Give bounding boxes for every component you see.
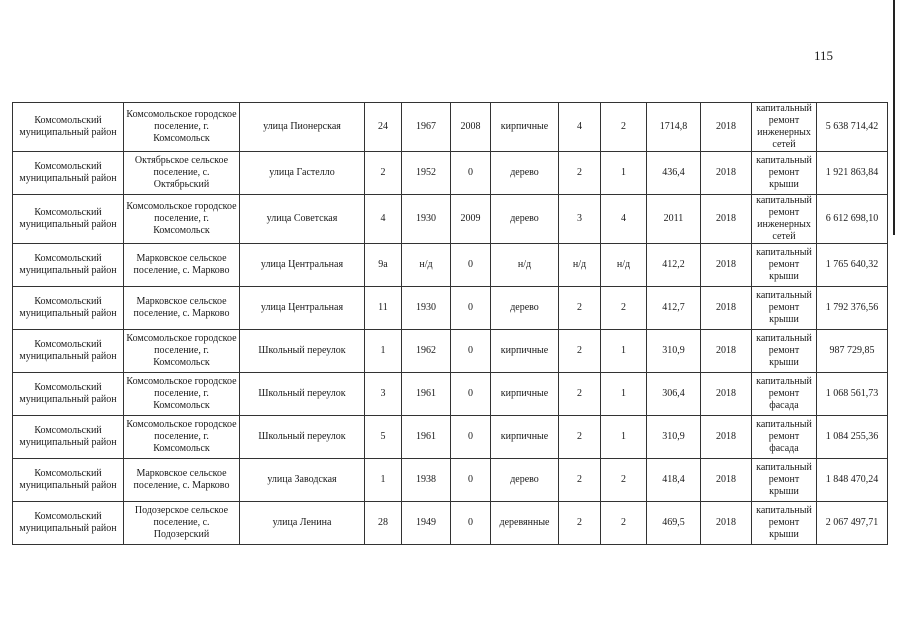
house-number-cell: 1: [365, 330, 402, 373]
plan-year-cell: 2018: [701, 330, 752, 373]
district-cell: Комсомольский муниципальный район: [13, 152, 124, 195]
area-cell: 412,2: [647, 244, 701, 287]
work-type-cell: капитальный ремонт инженерных сетей: [752, 195, 817, 244]
district-cell: Комсомольский муниципальный район: [13, 244, 124, 287]
area-cell: 412,7: [647, 287, 701, 330]
district-cell: Комсомольский муниципальный район: [13, 502, 124, 545]
floors-cell: 2: [559, 416, 601, 459]
settlement-cell: Комсомольское городское поселение, г. Комсомольск: [124, 330, 240, 373]
settlement-cell: Марковское сельское поселение, с. Марково: [124, 244, 240, 287]
year-repair-cell: 2009: [451, 195, 491, 244]
plan-year-cell: 2018: [701, 287, 752, 330]
house-number-cell: 28: [365, 502, 402, 545]
district-cell: Комсомольский муниципальный район: [13, 373, 124, 416]
street-cell: улица Центральная: [240, 287, 365, 330]
year-built-cell: 1967: [402, 103, 451, 152]
district-cell: Комсомольский муниципальный район: [13, 459, 124, 502]
cost-cell: 1 068 561,73: [817, 373, 888, 416]
wall-material-cell: кирпичные: [491, 330, 559, 373]
work-type-cell: капитальный ремонт крыши: [752, 502, 817, 545]
house-number-cell: 9а: [365, 244, 402, 287]
work-type-cell: капитальный ремонт крыши: [752, 152, 817, 195]
floors-cell: 2: [559, 459, 601, 502]
area-cell: 310,9: [647, 330, 701, 373]
floors-cell: н/д: [559, 244, 601, 287]
entrances-cell: 1: [601, 330, 647, 373]
plan-year-cell: 2018: [701, 195, 752, 244]
table-row: [13, 152, 888, 195]
year-repair-cell: 0: [451, 502, 491, 545]
entrances-cell: 1: [601, 373, 647, 416]
area-cell: 306,4: [647, 373, 701, 416]
cost-cell: 1 921 863,84: [817, 152, 888, 195]
year-built-cell: 1930: [402, 287, 451, 330]
entrances-cell: 2: [601, 103, 647, 152]
year-built-cell: 1938: [402, 459, 451, 502]
table-row: [13, 502, 888, 545]
area-cell: 418,4: [647, 459, 701, 502]
house-number-cell: 4: [365, 195, 402, 244]
year-built-cell: 1930: [402, 195, 451, 244]
floors-cell: 4: [559, 103, 601, 152]
street-cell: улица Заводская: [240, 459, 365, 502]
settlement-cell: Подозерское сельское поселение, с. Подозерский: [124, 502, 240, 545]
year-repair-cell: 2008: [451, 103, 491, 152]
street-cell: улица Ленина: [240, 502, 365, 545]
street-cell: Школьный переулок: [240, 373, 365, 416]
cost-cell: 987 729,85: [817, 330, 888, 373]
house-number-cell: 2: [365, 152, 402, 195]
settlement-cell: Марковское сельское поселение, с. Марково: [124, 287, 240, 330]
work-type-cell: капитальный ремонт крыши: [752, 244, 817, 287]
work-type-cell: капитальный ремонт крыши: [752, 330, 817, 373]
settlement-cell: Октябрьское сельское поселение, с. Октябрьский: [124, 152, 240, 195]
year-repair-cell: 0: [451, 152, 491, 195]
house-number-cell: 11: [365, 287, 402, 330]
cost-cell: 2 067 497,71: [817, 502, 888, 545]
cost-cell: 1 084 255,36: [817, 416, 888, 459]
settlement-cell: Марковское сельское поселение, с. Марково: [124, 459, 240, 502]
area-cell: 2011: [647, 195, 701, 244]
house-number-cell: 5: [365, 416, 402, 459]
table-row: [13, 459, 888, 502]
street-cell: улица Пионерская: [240, 103, 365, 152]
entrances-cell: 1: [601, 416, 647, 459]
table-row: [13, 244, 888, 287]
wall-material-cell: н/д: [491, 244, 559, 287]
street-cell: улица Центральная: [240, 244, 365, 287]
wall-material-cell: дерево: [491, 459, 559, 502]
plan-year-cell: 2018: [701, 373, 752, 416]
street-cell: Школьный переулок: [240, 330, 365, 373]
district-cell: Комсомольский муниципальный район: [13, 103, 124, 152]
cost-cell: 6 612 698,10: [817, 195, 888, 244]
year-built-cell: 1962: [402, 330, 451, 373]
table-row: [13, 416, 888, 459]
entrances-cell: н/д: [601, 244, 647, 287]
floors-cell: 2: [559, 330, 601, 373]
plan-year-cell: 2018: [701, 152, 752, 195]
year-built-cell: н/д: [402, 244, 451, 287]
wall-material-cell: деревянные: [491, 502, 559, 545]
year-built-cell: 1952: [402, 152, 451, 195]
year-repair-cell: 0: [451, 330, 491, 373]
entrances-cell: 2: [601, 502, 647, 545]
wall-material-cell: кирпичные: [491, 103, 559, 152]
plan-year-cell: 2018: [701, 103, 752, 152]
year-built-cell: 1961: [402, 373, 451, 416]
floors-cell: 2: [559, 373, 601, 416]
year-repair-cell: 0: [451, 287, 491, 330]
plan-year-cell: 2018: [701, 459, 752, 502]
floors-cell: 2: [559, 287, 601, 330]
page-edge-line: [893, 0, 895, 235]
floors-cell: 2: [559, 152, 601, 195]
year-built-cell: 1949: [402, 502, 451, 545]
wall-material-cell: дерево: [491, 195, 559, 244]
year-repair-cell: 0: [451, 416, 491, 459]
floors-cell: 2: [559, 502, 601, 545]
work-type-cell: капитальный ремонт фасада: [752, 416, 817, 459]
street-cell: улица Гастелло: [240, 152, 365, 195]
plan-year-cell: 2018: [701, 502, 752, 545]
wall-material-cell: дерево: [491, 287, 559, 330]
house-number-cell: 24: [365, 103, 402, 152]
entrances-cell: 4: [601, 195, 647, 244]
table-row: [13, 287, 888, 330]
table-row: [13, 103, 888, 152]
plan-year-cell: 2018: [701, 416, 752, 459]
area-cell: 1714,8: [647, 103, 701, 152]
settlement-cell: Комсомольское городское поселение, г. Комсомольск: [124, 373, 240, 416]
district-cell: Комсомольский муниципальный район: [13, 330, 124, 373]
plan-year-cell: 2018: [701, 244, 752, 287]
year-repair-cell: 0: [451, 459, 491, 502]
settlement-cell: Комсомольское городское поселение, г. Комсомольск: [124, 103, 240, 152]
work-type-cell: капитальный ремонт инженерных сетей: [752, 103, 817, 152]
area-cell: 469,5: [647, 502, 701, 545]
work-type-cell: капитальный ремонт крыши: [752, 459, 817, 502]
cost-cell: 1 765 640,32: [817, 244, 888, 287]
table-row: [13, 330, 888, 373]
wall-material-cell: дерево: [491, 152, 559, 195]
house-number-cell: 3: [365, 373, 402, 416]
area-cell: 310,9: [647, 416, 701, 459]
cost-cell: 1 848 470,24: [817, 459, 888, 502]
year-built-cell: 1961: [402, 416, 451, 459]
cost-cell: 1 792 376,56: [817, 287, 888, 330]
housing-repair-table: [12, 102, 888, 545]
work-type-cell: капитальный ремонт фасада: [752, 373, 817, 416]
entrances-cell: 2: [601, 287, 647, 330]
settlement-cell: Комсомольское городское поселение, г. Комсомольск: [124, 195, 240, 244]
wall-material-cell: кирпичные: [491, 416, 559, 459]
district-cell: Комсомольский муниципальный район: [13, 287, 124, 330]
entrances-cell: 1: [601, 152, 647, 195]
settlement-cell: Комсомольское городское поселение, г. Комсомольск: [124, 416, 240, 459]
entrances-cell: 2: [601, 459, 647, 502]
table-body: [13, 103, 888, 545]
table-row: [13, 195, 888, 244]
wall-material-cell: кирпичные: [491, 373, 559, 416]
district-cell: Комсомольский муниципальный район: [13, 195, 124, 244]
year-repair-cell: 0: [451, 244, 491, 287]
house-number-cell: 1: [365, 459, 402, 502]
page-number: 115: [814, 48, 834, 63]
street-cell: улица Советская: [240, 195, 365, 244]
cost-cell: 5 638 714,42: [817, 103, 888, 152]
floors-cell: 3: [559, 195, 601, 244]
area-cell: 436,4: [647, 152, 701, 195]
street-cell: Школьный переулок: [240, 416, 365, 459]
year-repair-cell: 0: [451, 373, 491, 416]
district-cell: Комсомольский муниципальный район: [13, 416, 124, 459]
work-type-cell: капитальный ремонт крыши: [752, 287, 817, 330]
table-row: [13, 373, 888, 416]
